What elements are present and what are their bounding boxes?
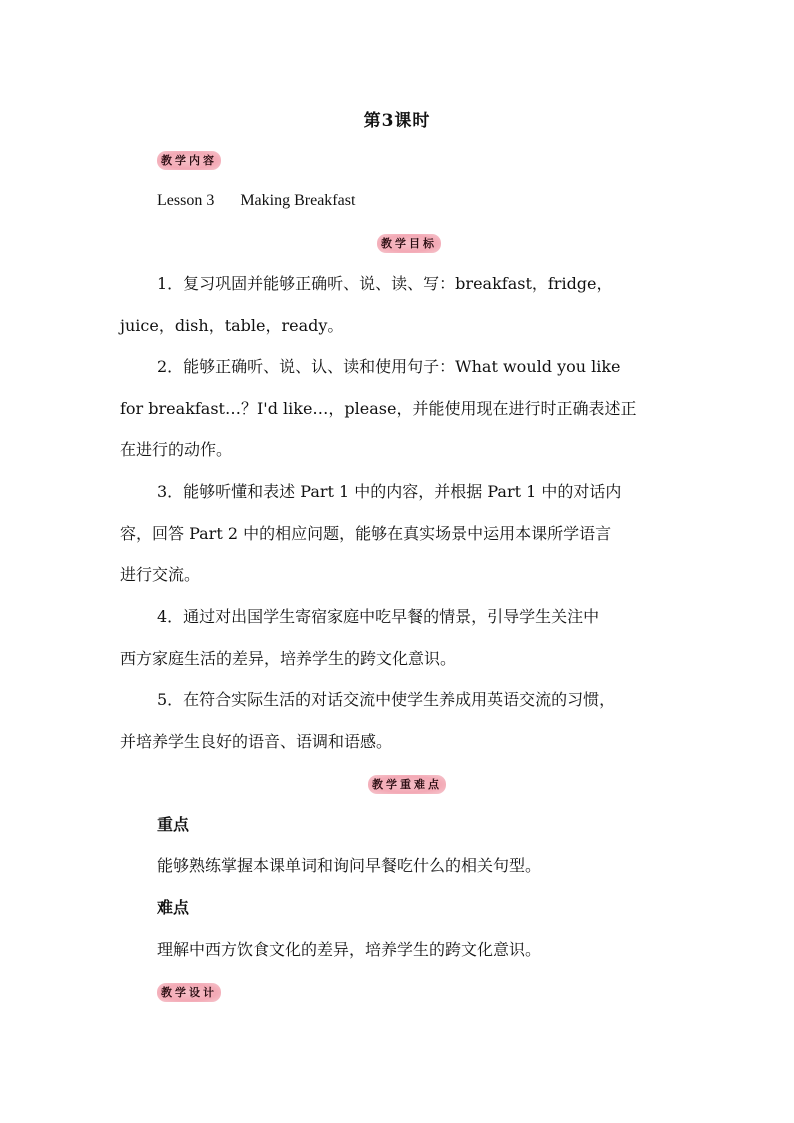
lesson-line [157,191,717,211]
section-badge-objectives: 教学目标 [377,234,441,253]
objective-5-line-1: 5．在符合实际生活的对话交流中使学生养成用英语交流的习惯， [157,690,616,709]
objective-2-line-2: for breakfast…？I'd like…，please，并能使用现在进行时正确表述正 [120,399,637,418]
section-badge-key-difficult: 教学重难点 [368,775,446,794]
objective-4-line-1: 4．通过对出国学生寄宿家庭中吃早餐的情景，引导学生关注中 [157,607,600,626]
lesson-number: Lesson 3 [157,192,215,209]
difficult-text: 理解中西方饮食文化的差异，培养学生的跨文化意识。 [157,940,542,959]
page-title: 第3课时 [363,111,431,131]
key-text: 能够熟练掌握本课单词和询问早餐吃什么的相关句型。 [157,856,542,875]
objective-3-line-2: 容，回答 Part 2 中的相应问题，能够在真实场景中运用本课所学语言 [120,524,612,543]
key-heading: 重点 [157,815,190,834]
difficult-heading: 难点 [157,898,190,917]
objective-3-line-3: 进行交流。 [120,565,201,584]
objective-1-line-2: juice，dish，table，ready。 [120,316,344,335]
objective-4-line-2: 西方家庭生活的差异，培养学生的跨文化意识。 [120,649,457,668]
lesson-name: Making Breakfast [240,192,356,209]
section-badge-design: 教学设计 [157,983,221,1002]
objective-3-line-1: 3．能够听懂和表述 Part 1 中的内容，并根据 Part 1 中的对话内 [157,482,622,501]
objective-1-line-1: 1．复习巩固并能够正确听、说、读、写：breakfast，fridge， [157,274,613,293]
objective-2-line-1: 2．能够正确听、说、认、读和使用句子：What would you like [157,357,621,376]
section-badge-content: 教学内容 [157,151,221,170]
objective-5-line-2: 并培养学生良好的语音、语调和语感。 [120,732,393,751]
objective-2-line-3: 在进行的动作。 [120,440,233,459]
